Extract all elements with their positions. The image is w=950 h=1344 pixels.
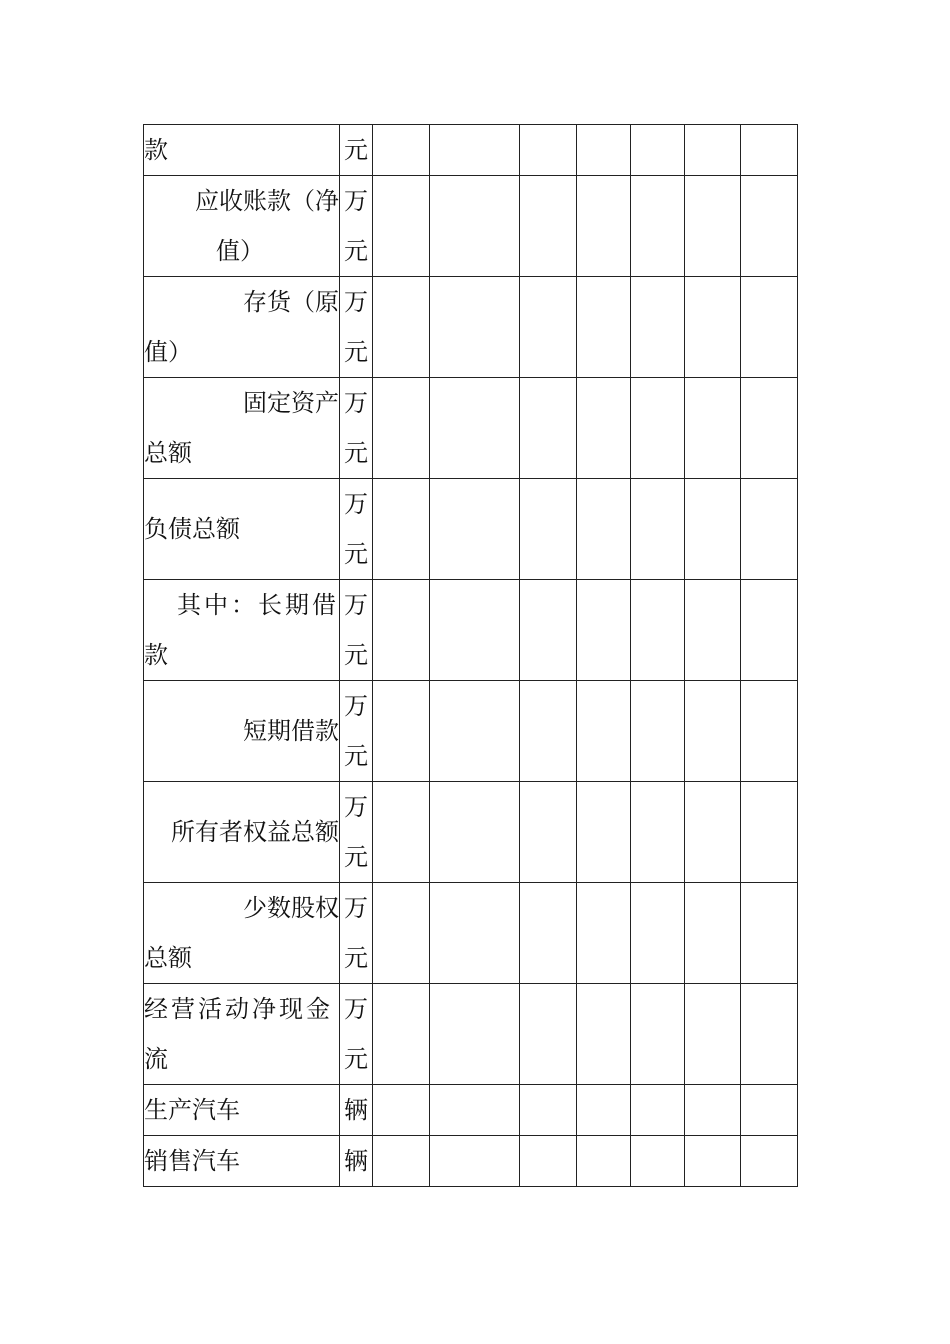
row-label-line: 负债总额: [144, 515, 240, 543]
row-label: [144, 782, 340, 883]
row-label-line: 总额: [144, 944, 192, 972]
value-cell[interactable]: [520, 580, 577, 681]
unit-text: 元: [344, 237, 368, 265]
value-cell[interactable]: [430, 176, 520, 277]
value-cell[interactable]: [631, 580, 685, 681]
table-row: [144, 479, 798, 580]
value-cell[interactable]: [741, 782, 798, 883]
unit-cell: [340, 378, 373, 479]
value-cell[interactable]: [373, 125, 430, 176]
value-cell[interactable]: [373, 1136, 430, 1187]
value-cell[interactable]: [685, 883, 741, 984]
value-cell[interactable]: [685, 1136, 741, 1187]
value-cell[interactable]: [631, 681, 685, 782]
row-label: [144, 883, 340, 984]
row-label: [144, 277, 340, 378]
value-cell[interactable]: [577, 378, 631, 479]
table-row: [144, 1085, 798, 1136]
unit-text: 万: [344, 389, 368, 417]
value-cell[interactable]: [577, 984, 631, 1085]
value-cell[interactable]: [430, 1085, 520, 1136]
value-cell[interactable]: [631, 782, 685, 883]
row-label: [144, 479, 340, 580]
value-cell[interactable]: [631, 883, 685, 984]
financial-data-table: [143, 124, 798, 1187]
value-cell[interactable]: [373, 479, 430, 580]
value-cell[interactable]: [577, 125, 631, 176]
value-cell[interactable]: [685, 277, 741, 378]
unit-text: 万: [344, 995, 368, 1023]
table-row: [144, 580, 798, 681]
value-cell[interactable]: [577, 1136, 631, 1187]
value-cell[interactable]: [631, 277, 685, 378]
value-cell[interactable]: [520, 277, 577, 378]
unit-text: 万: [344, 591, 368, 619]
row-label: [144, 984, 340, 1085]
unit-cell: [340, 125, 373, 176]
table-row: [144, 883, 798, 984]
value-cell[interactable]: [741, 883, 798, 984]
unit-text: 万: [344, 692, 368, 720]
value-cell[interactable]: [430, 883, 520, 984]
row-label-line: 总额: [144, 439, 192, 467]
unit-text: 万: [344, 187, 368, 215]
unit-text: 元: [344, 843, 368, 871]
value-cell[interactable]: [520, 125, 577, 176]
row-label-line: 销售汽车: [144, 1147, 240, 1175]
value-cell[interactable]: [631, 378, 685, 479]
value-cell[interactable]: [373, 782, 430, 883]
unit-text: 元: [344, 1045, 368, 1073]
unit-text: 元: [344, 742, 368, 770]
unit-text: 万: [344, 490, 368, 518]
row-label-line: 款: [144, 641, 168, 669]
row-label-line: 存货（原: [243, 288, 339, 316]
table-row: [144, 277, 798, 378]
unit-text: 元: [344, 338, 368, 366]
value-cell[interactable]: [373, 1085, 430, 1136]
row-label-line: 款: [144, 136, 168, 164]
value-cell[interactable]: [520, 883, 577, 984]
row-label: [144, 378, 340, 479]
value-cell[interactable]: [577, 277, 631, 378]
value-cell[interactable]: [577, 782, 631, 883]
value-cell[interactable]: [520, 681, 577, 782]
row-label-line: 固定资产: [243, 389, 339, 417]
value-cell[interactable]: [373, 681, 430, 782]
value-cell[interactable]: [373, 984, 430, 1085]
value-cell[interactable]: [430, 1136, 520, 1187]
unit-text: 万: [344, 894, 368, 922]
value-cell[interactable]: [520, 1136, 577, 1187]
value-cell[interactable]: [631, 1085, 685, 1136]
value-cell[interactable]: [430, 479, 520, 580]
unit-cell: [340, 1136, 373, 1187]
value-cell[interactable]: [685, 681, 741, 782]
row-label: [144, 681, 340, 782]
unit-text: 元: [344, 439, 368, 467]
value-cell[interactable]: [430, 580, 520, 681]
row-label: [144, 1136, 340, 1187]
value-cell[interactable]: [741, 580, 798, 681]
table-row: [144, 125, 798, 176]
row-label: [144, 580, 340, 681]
unit-text: 元: [344, 641, 368, 669]
unit-text: 万: [344, 288, 368, 316]
unit-cell: [340, 883, 373, 984]
unit-cell: [340, 1085, 373, 1136]
unit-cell: [340, 782, 373, 883]
value-cell[interactable]: [520, 378, 577, 479]
row-label-line: 少数股权: [243, 894, 339, 922]
value-cell[interactable]: [520, 782, 577, 883]
value-cell[interactable]: [741, 125, 798, 176]
value-cell[interactable]: [430, 125, 520, 176]
row-label-line: 生产汽车: [144, 1096, 240, 1124]
value-cell[interactable]: [631, 1136, 685, 1187]
value-cell[interactable]: [741, 277, 798, 378]
unit-text: 元: [344, 136, 368, 164]
value-cell[interactable]: [741, 479, 798, 580]
row-label-line: 所有者权益总额: [171, 818, 339, 846]
value-cell[interactable]: [685, 782, 741, 883]
unit-text: 元: [344, 540, 368, 568]
value-cell[interactable]: [631, 479, 685, 580]
value-cell[interactable]: [577, 1085, 631, 1136]
value-cell[interactable]: [520, 176, 577, 277]
value-cell[interactable]: [685, 479, 741, 580]
unit-text: 辆: [344, 1096, 368, 1124]
value-cell[interactable]: [577, 176, 631, 277]
unit-text: 元: [344, 944, 368, 972]
unit-cell: [340, 681, 373, 782]
value-cell[interactable]: [577, 580, 631, 681]
row-label-line: 其中：长期借: [177, 591, 339, 619]
table-row: [144, 176, 798, 277]
value-cell[interactable]: [430, 681, 520, 782]
unit-cell: [340, 176, 373, 277]
value-cell[interactable]: [373, 378, 430, 479]
table-row: [144, 1136, 798, 1187]
value-cell[interactable]: [741, 1136, 798, 1187]
value-cell[interactable]: [631, 125, 685, 176]
value-cell[interactable]: [373, 883, 430, 984]
value-cell[interactable]: [685, 1085, 741, 1136]
value-cell[interactable]: [685, 125, 741, 176]
row-label-line: 值）: [144, 338, 192, 366]
value-cell[interactable]: [430, 984, 520, 1085]
value-cell[interactable]: [373, 580, 430, 681]
value-cell[interactable]: [741, 681, 798, 782]
row-label-line: 应收账款（净: [195, 187, 339, 215]
unit-text: 万: [344, 793, 368, 821]
row-label-line: 值）: [216, 237, 264, 265]
row-label-line: 经营活动净现金: [144, 995, 333, 1023]
value-cell[interactable]: [520, 1085, 577, 1136]
value-cell[interactable]: [577, 681, 631, 782]
value-cell[interactable]: [373, 176, 430, 277]
value-cell[interactable]: [741, 984, 798, 1085]
value-cell[interactable]: [741, 176, 798, 277]
value-cell[interactable]: [577, 479, 631, 580]
unit-text: 辆: [344, 1147, 368, 1175]
row-label-line: 短期借款: [243, 717, 339, 745]
table-row: [144, 984, 798, 1085]
value-cell[interactable]: [430, 277, 520, 378]
value-cell[interactable]: [430, 782, 520, 883]
table-row: [144, 378, 798, 479]
value-cell[interactable]: [520, 479, 577, 580]
table-row: [144, 782, 798, 883]
unit-cell: [340, 277, 373, 378]
unit-cell: [340, 580, 373, 681]
unit-cell: [340, 479, 373, 580]
row-label: [144, 1085, 340, 1136]
value-cell[interactable]: [685, 176, 741, 277]
value-cell[interactable]: [741, 1085, 798, 1136]
value-cell[interactable]: [685, 984, 741, 1085]
value-cell[interactable]: [577, 883, 631, 984]
value-cell[interactable]: [631, 176, 685, 277]
value-cell[interactable]: [430, 378, 520, 479]
row-label: [144, 176, 340, 277]
value-cell[interactable]: [685, 580, 741, 681]
value-cell[interactable]: [373, 277, 430, 378]
row-label: [144, 125, 340, 176]
value-cell[interactable]: [631, 984, 685, 1085]
table-row: [144, 681, 798, 782]
row-label-line: 流: [144, 1045, 168, 1073]
value-cell[interactable]: [741, 378, 798, 479]
value-cell[interactable]: [685, 378, 741, 479]
value-cell[interactable]: [520, 984, 577, 1085]
unit-cell: [340, 984, 373, 1085]
